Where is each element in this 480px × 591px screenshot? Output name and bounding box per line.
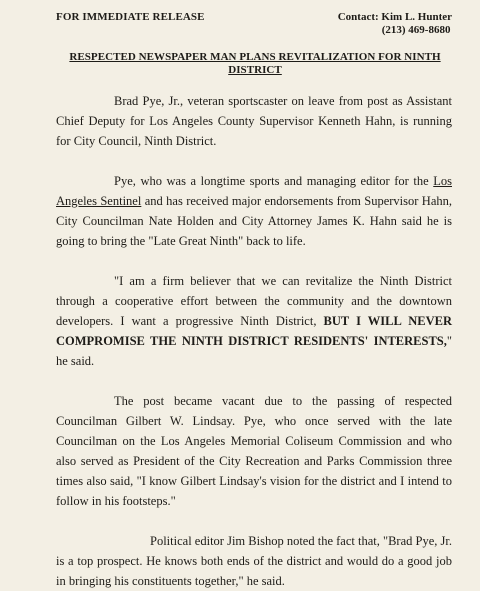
paragraph-4: The post became vacant due to the passing of respected Councilman Gilbert W. Lindsay. Pye, who once served with the late Councilman on the Los Angeles Memorial Coliseum Commission and who also served as President of the City Recreation and Parks Commission three times also said, "I know Gilbert Lindsay's vision for the district and I intend to follow in his footsteps."	[56, 394, 452, 508]
release-header	[56, 11, 452, 51]
newspaper-name: Los Angeles Sentinel	[56, 174, 452, 208]
paragraph-1: Brad Pye, Jr., veteran sportscaster on leave from post as Assistant Chief Deputy for Los Angeles County Supervisor Kenneth Hahn, is running for City Council, Ninth District.	[56, 94, 452, 148]
headline: RESPECTED NEWSPAPER MAN PLANS REVITALIZATION FOR NINTH DISTRICT	[69, 51, 441, 76]
paragraph-3-text-b: " he said.	[56, 334, 452, 368]
release-label: FOR IMMEDIATE RELEASE	[56, 11, 205, 23]
contact-block	[338, 11, 452, 37]
paragraph-2-text-a: Pye, who was a longtime sports and managing editor for the	[114, 174, 434, 188]
paragraph-3	[56, 271, 452, 371]
release-body	[56, 91, 452, 591]
contact-phone: (213) 469-8680	[381, 24, 451, 36]
paragraph-3-text-a: "I am a firm believer that we can revitalize the Ninth District through a cooperative effort between the community and the downtown developers. I want a progressive Ninth District,	[56, 274, 452, 328]
paragraph-2-text-b: and has received major endorsements from Supervisor Hahn, City Councilman Nate Holden and City Attorney James K. Hahn said he is going to bring the "Late Great Ninth" back to life.	[56, 194, 452, 248]
contact-name: Contact: Kim L. Hunter	[337, 11, 452, 23]
paragraph-2	[56, 171, 452, 251]
paragraph-5: Political editor Jim Bishop noted the fact that, "Brad Pye, Jr. is a top prospect. He knows both ends of the district and would do a good job in bringing his constituents together," he said.	[56, 534, 452, 588]
paragraph-3-emphasis: BUT I WILL NEVER COMPROMISE THE NINTH DISTRICT RESIDENTS' INTERESTS,	[56, 314, 452, 348]
